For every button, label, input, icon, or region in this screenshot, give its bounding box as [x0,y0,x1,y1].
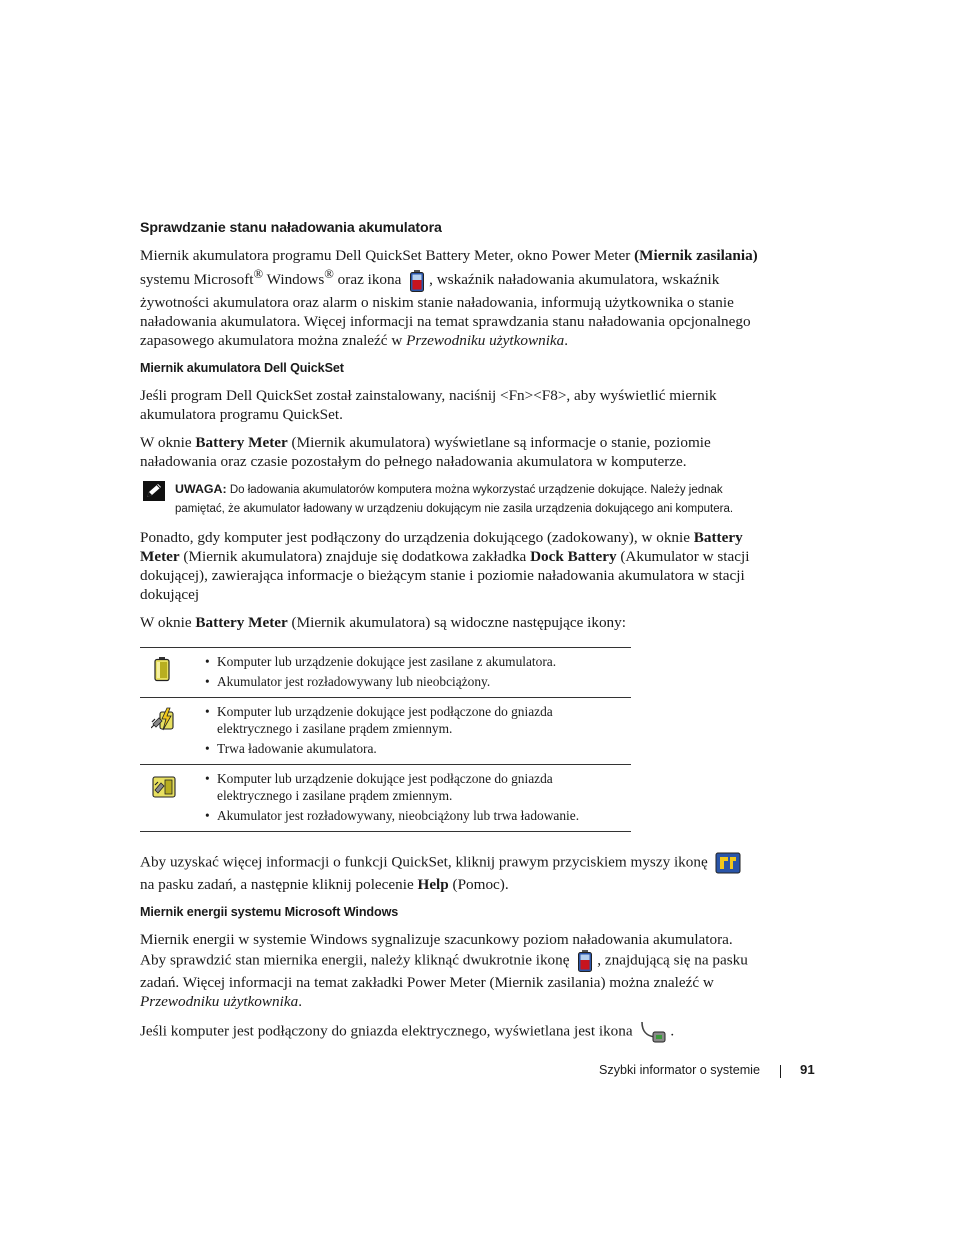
text: (Miernik akumulatora) wyświetlane są informacje o stanie, poziomie naładowania oraz czasie pozostałym do pełnego naładowania akumulatora w komputerze. [140,433,711,470]
windows-battery-icon [576,949,594,973]
text: Aby uzyskać więcej informacji o funkcji QuickSet, kliknij prawym przyciskiem myszy ikonę [140,853,712,871]
list-item: • Akumulator jest rozładowywany, nieobciążony lub trwa ładowanie. [151,807,631,824]
note-block [140,480,758,519]
text: . [670,1022,675,1040]
text: (Miernik akumulatora) znajduje się dodatkowa zakładka [179,547,531,565]
text: W oknie [140,433,196,451]
list-item: • Akumulator jest rozładowywany lub nieobciążony. [151,673,631,690]
table-row [140,697,631,764]
quickset-paragraph-2 [140,433,758,471]
text: systemu Microsoft [140,271,254,289]
quickset-heading: Miernik akumulatora Dell QuickSet [140,360,344,375]
text: (Pomoc). [448,875,509,893]
bold-term: Battery Meter [140,528,743,565]
text: Ponadto, gdy komputer jest podłączony do urządzenia dokującego (zadokowany), w oknie [140,528,694,546]
footer-divider [780,1065,781,1078]
text-cell [203,697,631,764]
section-heading: Sprawdzanie stanu naładowania akumulatora [140,220,442,236]
bullet-list [203,653,631,690]
bold-term: Battery Meter [195,613,288,631]
intro-paragraph [140,246,758,350]
italic-reference: Przewodniku użytkownika [140,992,299,1010]
list-item: • Komputer lub urządzenie dokujące jest podłączone do gniazda elektrycznego i zasilane prądem zmiennym. [151,703,631,737]
text: W oknie [140,613,196,631]
text: Jeśli komputer jest podłączony do gniazda elektrycznego, wyświetlana jest ikona [140,1022,637,1040]
text: (Miernik akumulatora) są widoczne następujące ikony: [287,613,626,631]
quickset-paragraph-4 [140,613,758,632]
registered-mark: ® [253,267,264,281]
text: na pasku zadań, a następnie kliknij polecenie [140,875,418,893]
note-label: UWAGA: [175,481,227,496]
text: oraz ikona [333,271,406,289]
quickset-paragraph-3 [140,528,758,604]
text: Miernik akumulatora programu Dell QuickSet Battery Meter, okno Power Meter [140,247,635,264]
text: Miernik energii w systemie Windows sygnalizuje szacunkowy poziom naładowania akumulatora. Aby sprawdzić stan miernika energii, należy kliknąć dwukrotnie ikonę [140,930,733,969]
bold-term: Help [417,875,449,893]
note-text: Do ładowania akumulatorów komputera można wykorzystać urządzenie dokujące. Należy jednak pamiętać, że akumulator ładowany w urządzeniu dokującym nie zasila urządzenia dokującego ani komputera. [175,483,734,515]
text: . [298,992,302,1010]
quickset-tray-icon [715,851,741,875]
text-cell [203,764,631,831]
text: , wskaźnik naładowania akumulatora, wskaźnik żywotności akumulatora oraz alarm o niskim stanie naładowania, informują użytkownika o stanie naładowania akumulatora. Więcej informacji na temat sprawdzania stanu naładowania opcjonalnego zapasowego akumulatora można znaleźć w [140,271,751,349]
list-item: • Trwa ładowanie akumulatora. [151,740,631,757]
windows-battery-icon [408,269,426,293]
page-number: 91 [800,1062,815,1077]
quickset-paragraph-5 [140,851,758,894]
bullet-list [203,703,631,757]
windows-heading: Miernik energii systemu Microsoft Windows [140,904,399,919]
text: (Akumulator w stacji dokującej), zawierająca informacje o bieżącym stanie i poziomie naładowania akumulatora w stacji dokującej [140,547,750,603]
content-column [140,219,758,1053]
icon-table [140,647,631,832]
quickset-paragraph-1: Jeśli program Dell QuickSet został zainstalowany, naciśnij <Fn><F8>, aby wyświetlić miernik akumulatora programu QuickSet. [140,386,717,423]
bold-term: (Miernik zasilania) [634,247,758,264]
ac-plug-icon [639,1020,667,1044]
pencil-note-icon [143,481,165,508]
text-cell [203,647,631,697]
list-item: • Komputer lub urządzenie dokujące jest podłączone do gniazda elektrycznego i zasilane prądem zmiennym. [151,770,631,804]
bold-term: Battery Meter [195,433,288,451]
text: . [564,331,569,349]
bullet-list [203,770,631,824]
footer-title: Szybki informator o systemie [599,1063,760,1077]
italic-reference: Przewodniku użytkownika [406,331,565,349]
text: , znajdującą się na pasku zadań. Więcej informacji na temat zakładki Power Meter (Miernik zasilania) można znaleźć w [140,951,748,991]
table-row [140,764,631,831]
registered-mark: ® [324,267,334,281]
windows-paragraph-2 [140,1020,758,1044]
text: Windows [263,271,325,289]
table-row [140,647,631,697]
windows-paragraph-1 [140,930,758,1011]
bold-term: Dock Battery [530,547,617,565]
list-item: • Komputer lub urządzenie dokujące jest zasilane z akumulatora. [151,653,631,670]
